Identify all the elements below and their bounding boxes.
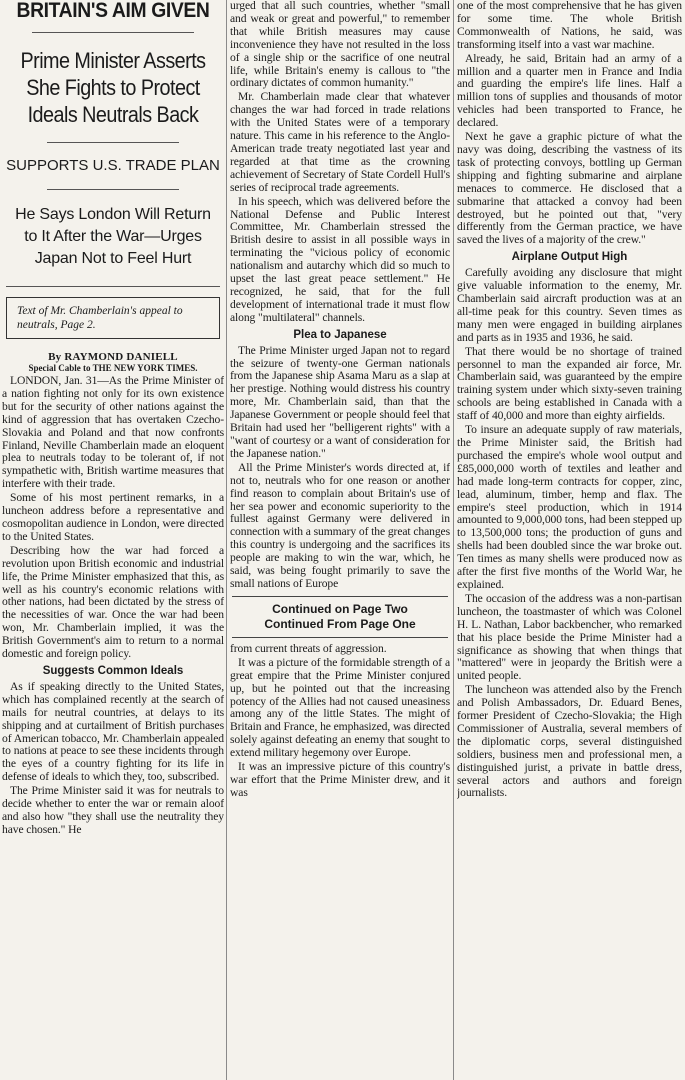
divider (47, 142, 179, 143)
column-1-body-b (2, 681, 224, 837)
paragraph: To insure an adequate supply of raw materials, the Prime Minister said, the British had purchased the empire's whole wool output and £85,000,000 worth of textiles and leather and had made long-term contracts for copper, zinc, lead, aluminum, timber, hemp and flax. The empire's steel production, which in 1914 amounted to 9,000,000 tons, had been stepped up to 13,500,000 tons; the production of guns and shells had been doubled since the war broke out. Ten times as many shells were produced now as after the first five months of the World War, he explained. (457, 423, 682, 591)
divider (232, 596, 448, 597)
paragraph: In his speech, which was delivered before the National Defense and Public Interest Committee, Mr. Chamberlain stressed the British desire to assist in all possible ways in terminating the "vicious policy of economic nationalism and autarchy which did so much to upset the last great peace settlement." He recognized, he said, that for the full development of international trade it must flow along "multilateral" channels. (230, 194, 450, 324)
column-2 (230, 0, 450, 1080)
paragraph: Already, he said, Britain had an army of a million and a quarter men in France and India and guarding the empire's life lines. Half a million tons of supplies and thousands of motor vehicles had been transported to France, he declared. (457, 51, 682, 130)
subhead-airplane-output: Airplane Output High (511, 251, 628, 264)
paragraph: The luncheon was attended also by the French and Polish Ambassadors, Dr. Eduard Benes, former President of Czecho-Slovakia; the High Commissioner of Australia, several members of the diplomatic corps, several distinguished soldiers, business men and professional men, a distinguished jurist, a private in battle dress, several actors and authors and foreign journalists. (457, 683, 682, 800)
paragraph: Carefully avoiding any disclosure that might give valuable information to the enemy, Mr. Chamberlain said aircraft production was at an all-time peak for this country. Seven times as many men were engaged in building airplanes and parts as in 1935 and 1936, he said. (457, 266, 682, 344)
headline-main: BRITAIN'S AIM GIVEN (16, 0, 210, 22)
divider (32, 32, 194, 33)
paragraph: one of the most comprehensive that he has given for some time. The whole British Commonwealth of Nations, he said, was transforming itself into a vast war machine. (457, 0, 682, 51)
paragraph: Mr. Chamberlain made clear that whatever changes the war had forced in trade relations with the United States were of a temporary nature. This came in his reference to the Anglo-American trade treaty negotiated last year and regarded at that time as the crowning achievement of Secretary of State Cordell Hull's series of reciprocal trade agreements. (230, 90, 450, 194)
headline-deck-1: Prime Minister Asserts She Fights to Protect Ideals Neutrals Back (20, 48, 206, 127)
paragraph: All the Prime Minister's words directed at, if not to, neutrals who for one reason or another find reason to complain about Britain's use of her sea power and economic superiority to the fullest against Germany were delivered in connection with a summary of the great changes this country is undergoing and the sacrifices its people are making to win the war, which, he said, was being fought primarily to save the small nations of Europe (230, 460, 450, 590)
column-3-body-b (457, 267, 682, 800)
reference-box: Text of Mr. Chamberlain's appeal to neutrals, Page 2. (6, 297, 220, 339)
divider (232, 637, 448, 638)
paragraph: That there would be no shortage of trained personnel to man the expanded air force, Mr. Chamberlain said, was guaranteed by the empire training system under which sixty-seven training schools are being established in Canada with a staff of 40,000 and more than eighty airfields. (457, 344, 682, 423)
paragraph: It was an impressive picture of this country's war effort that the Prime Minister drew, and it was (230, 760, 450, 799)
continued-from: Continued From Page One (264, 616, 416, 631)
column-3 (457, 0, 682, 1080)
paragraph: urged that all such countries, whether "small and weak or great and powerful," to remember that while British measures may cause inconvenience they have not resulted in the loss of a single ship or the sacrifice of one neutral life, while Britain's enemy is callous to "the ordinary dictates of common humanity." (230, 0, 450, 90)
paragraph: The Prime Minister urged Japan not to regard the seizure of twenty-one German nationals from the Japanese ship Asama Maru as a slap at her prestige. Nothing would distress his country more, Mr. Chamberlain said, than that the Japanese Government or people should feel that Britain had used her "belligerent rights" with a "want of courtesy or a want of consideration for the Japanese nation." (230, 343, 450, 460)
column-1-body (2, 375, 224, 661)
headline-deck-2: SUPPORTS U.S. TRADE PLAN (6, 157, 220, 174)
paragraph: The Prime Minister said it was for neutrals to decide whether to enter the war or remain aloof and also how "they shall use the neutrality they have chosen." He (2, 784, 224, 836)
divider (47, 189, 179, 190)
byline-special: Special Cable to THE NEW YORK TIMES. (28, 363, 198, 373)
column-rule-1 (226, 0, 227, 1080)
subhead-plea-to-japanese: Plea to Japanese (293, 328, 387, 341)
paragraph: The occasion of the address was a non-partisan luncheon, the toastmaster of which was Colonel H. L. Nathan, Labor backbencher, who remarked that his place beside the Prime Minister had a significance as showing that when things that "mattered" were in jeopardy the British were a united people. (457, 591, 682, 683)
divider (6, 286, 220, 287)
column-2-body-b (230, 345, 450, 591)
column-rule-2 (453, 0, 454, 1080)
paragraph: It was a picture of the formidable strength of a great empire that the Prime Minister conjured up, but he pointed out that the increasing potency of the Allies had not caused uneasiness among any of the little States. The might of Britain and France, he emphasized, was directed solely against defeating an enemy that sought to extend military hegemony over Europe. (230, 655, 450, 760)
continued-on: Continued on Page Two (272, 601, 408, 616)
paragraph: As if speaking directly to the United States, which has complained recently at the search of mails for neutral countries, at delays to its shipping and at curtailment of British purchases of American tobacco, Mr. Chamberlain appealed to nations at peace to see these incidents through the eyes of a country fighting for its life in defense of ideals to which they, too, subscribed. (2, 679, 224, 784)
byline-author: By RAYMOND DANIELL (48, 351, 178, 363)
headline-deck-3: He Says London Will Return to It After the War—Urges Japan Not to Feel Hurt (15, 206, 211, 267)
column-3-body (457, 0, 682, 247)
paragraph: LONDON, Jan. 31—As the Prime Minister of a nation fighting not only for its own existence but for the security of other nations against the kind of aggression that has overtaken Czecho-Slovakia and Poland and that now confronts Finland, Neville Chamberlain made an eloquent plea to neutrals today to be tolerant of, if not sympathetic with, British wartime measures that interfere with their trade. (2, 374, 224, 491)
column-2-body-c (230, 643, 450, 800)
paragraph: Next he gave a graphic picture of what the navy was doing, describing the vastness of its task of protecting convoys, bottling up German shipping and fighting submarine and airplane menaces to commerce. He disclosed that a submarine that attacked a convoy had been destroyed, but he pointed out that, "very differently from the German practice, we have saved the lives of a majority of the crew." (457, 130, 682, 247)
paragraph: Some of his most pertinent remarks, in a luncheon address before a representative and cosmopolitan audience in London, were directed to the United States. (2, 491, 224, 543)
paragraph: from current threats of aggression. (230, 641, 387, 655)
column-2-body (230, 0, 450, 325)
paragraph: Describing how the war had forced a revolution upon British economic and industrial life, the Prime Minister emphasized that this, as well as his country's economic relations with other nations, had been dictated by the stress of the necessities of war. Once the war had been won, Mr. Chamberlain implied, it was the British Government's aim to return to a normal domestic and foreign policy. (2, 543, 224, 661)
subhead-common-ideals: Suggests Common Ideals (42, 664, 184, 677)
column-1 (2, 0, 224, 1080)
